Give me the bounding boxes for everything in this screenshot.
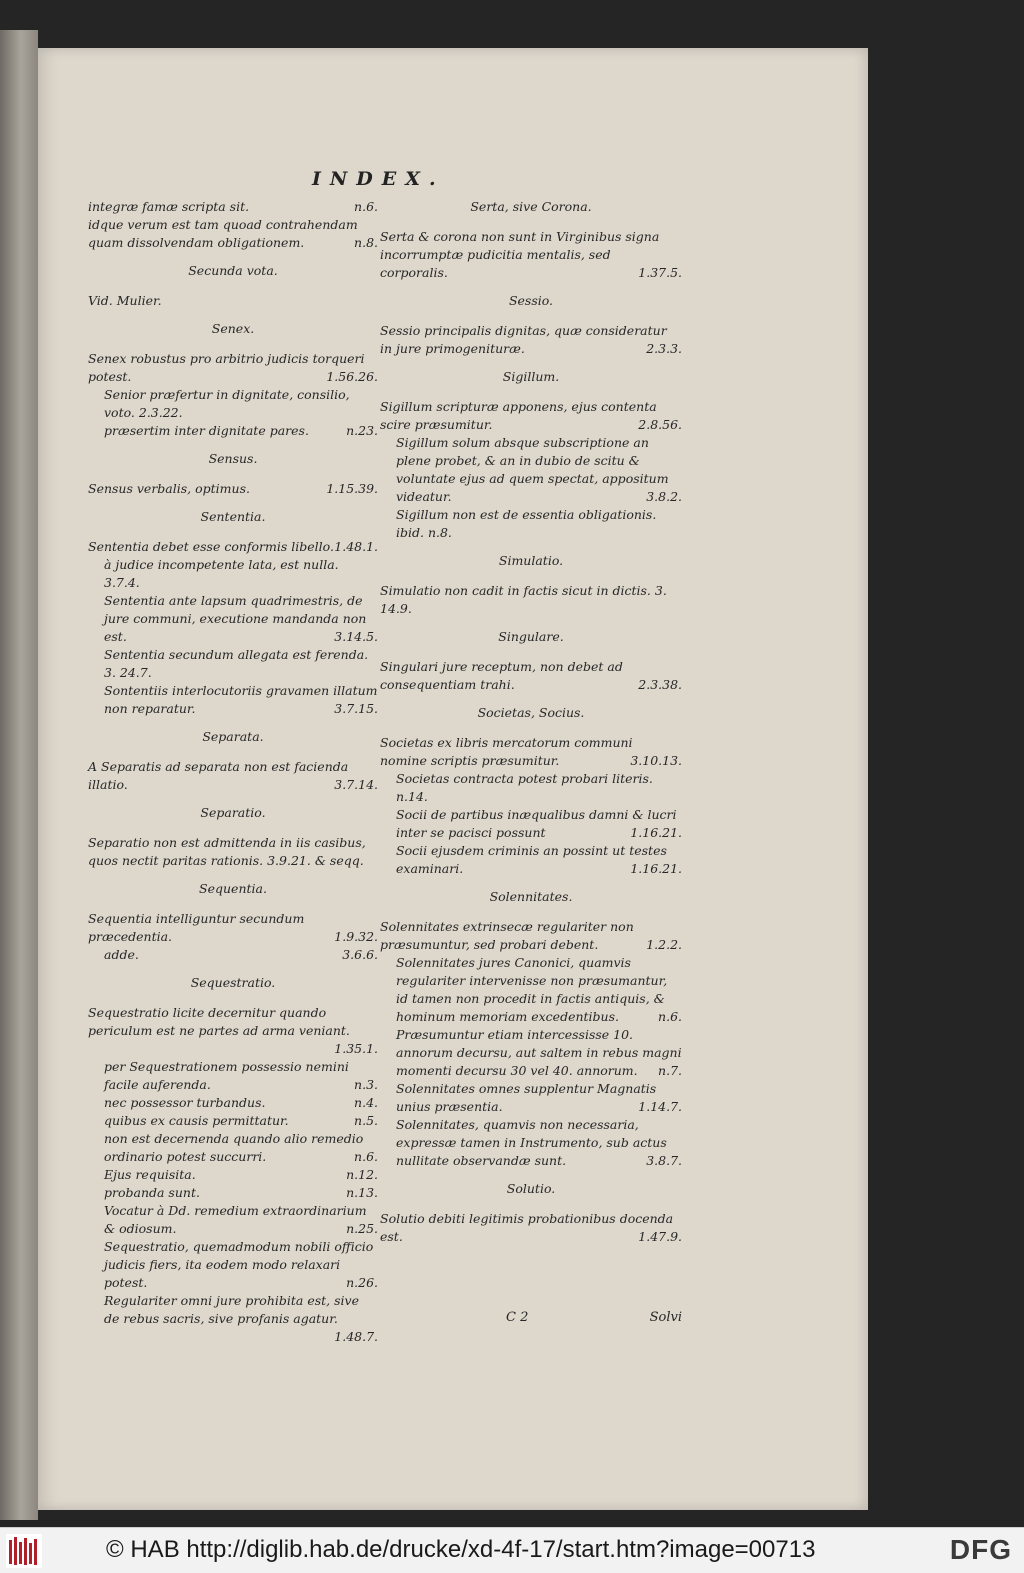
entry-text: Ejus requisita. <box>104 1167 196 1182</box>
entry-reference: 3.10.13. <box>630 753 682 768</box>
entry-reference: 3.6.6. <box>342 947 378 962</box>
entry-text: Sequestratio licite decernitur quando periculum est ne partes ad arma veniant. <box>88 1005 350 1038</box>
entry-text: per Sequestrationem possessio nemini facile auferenda. <box>104 1059 349 1092</box>
index-entry <box>88 538 378 556</box>
entry-text: Sessio principalis dignitas, quæ consideratur in jure primogenituræ. <box>380 323 667 356</box>
index-entry <box>88 1292 378 1346</box>
entry-text: Solennitates omnes supplentur Magnatis unius præsentia. <box>396 1081 657 1114</box>
entry-text: Sigillum solum absque subscriptione an plene probet, & an in dubio de scitu & voluntate ejus ad quem spectat, appositum videatur. <box>396 435 669 504</box>
entry-reference: 1.14.7. <box>638 1099 682 1114</box>
entry-text: Sigillum scripturæ apponens, ejus contenta scire præsumitur. <box>380 399 657 432</box>
entry-reference: 1.35.1. <box>334 1041 378 1056</box>
entry-text: probanda sunt. <box>104 1185 200 1200</box>
viewer-footer-bar <box>0 1527 1024 1573</box>
entry-text: Sigillum non est de essentia obligationis. ibid. n.8. <box>396 507 657 540</box>
entry-reference: n.7. <box>658 1063 682 1078</box>
entry-reference: 2.3.3. <box>646 341 682 356</box>
entry-text: Separatio non est admittenda in iis casibus, quos nectit paritas rationis. 3.9.21. & seqq. <box>88 835 366 868</box>
entry-reference: n.5. <box>354 1113 378 1128</box>
entry-reference: n.25. <box>346 1221 378 1236</box>
index-heading: Senex. <box>211 321 255 336</box>
page-header: INDEX. <box>312 168 445 190</box>
index-entry <box>380 1210 682 1246</box>
entry-text: Solutio debiti legitimis probationibus docenda est. <box>380 1211 674 1244</box>
entry-text: adde. <box>104 947 139 962</box>
index-entry <box>380 398 682 434</box>
entry-text: idque verum est tam quoad contrahendam quam dissolvendam obligationem. <box>88 217 358 250</box>
entry-text: Singulari jure receptum, non debet ad consequentiam trahi. <box>380 659 623 692</box>
entry-reference: 1.48.1. <box>334 539 378 554</box>
index-entry <box>380 770 682 806</box>
entry-reference: 2.3.38. <box>638 677 682 692</box>
entry-text: Vocatur à Dd. remedium extraordinarium & odiosum. <box>104 1203 367 1236</box>
index-heading: Societas, Socius. <box>477 705 585 720</box>
previous-page-edge <box>0 30 38 1520</box>
entry-text: integræ famæ scripta sit. <box>88 199 250 214</box>
entry-text: Socii ejusdem criminis an possint ut testes examinari. <box>396 843 667 876</box>
index-entry <box>88 1004 378 1058</box>
index-heading: Secunda vota. <box>188 263 278 278</box>
entry-reference: 2.8.56. <box>638 417 682 432</box>
entry-text: Vid. Mulier. <box>88 293 162 308</box>
entry-reference: n.3. <box>354 1077 378 1092</box>
entry-reference: 1.9.32. <box>334 929 378 944</box>
entry-reference: n.26. <box>346 1275 378 1290</box>
index-entry <box>88 1166 378 1184</box>
entry-text: Sequentia intelliguntur secundum præcedentia. <box>88 911 305 944</box>
index-entry <box>380 582 682 618</box>
entry-text: A Separatis ad separata non est facienda illatio. <box>88 759 349 792</box>
entry-text: Socii de partibus inæqualibus damni & lucri inter se pacisci possunt <box>396 807 677 840</box>
entry-text: Solennitates jures Canonici, quamvis regulariter intervenisse non præsumantur, id tamen non procedit in factis antiquis, & hominum memoriam excedentibus. <box>396 955 668 1024</box>
entry-reference: 1.56.26. <box>326 369 378 384</box>
index-heading: Sequestratio. <box>190 975 276 990</box>
entry-reference: 1.15.39. <box>326 481 378 496</box>
index-entry <box>88 758 378 794</box>
entry-text: Societas contracta potest probari literis. n.14. <box>396 771 653 804</box>
index-entry <box>380 734 682 770</box>
index-entry <box>88 946 378 964</box>
entry-reference: n.4. <box>354 1095 378 1110</box>
index-entry <box>88 1094 378 1112</box>
entry-reference: 3.7.15. <box>334 701 378 716</box>
index-column-left <box>88 198 378 1346</box>
index-entry <box>88 198 378 216</box>
index-heading: Sententia. <box>200 509 266 524</box>
index-entry <box>88 1058 378 1094</box>
entry-reference: 1.16.21. <box>630 861 682 876</box>
entry-text: à judice incompetente lata, est nulla. 3.7.4. <box>104 557 339 590</box>
entry-reference: 1.2.2. <box>646 937 682 952</box>
index-heading: Separatio. <box>200 805 266 820</box>
index-entry <box>88 480 378 498</box>
index-entry <box>88 682 378 718</box>
index-entry <box>88 1184 378 1202</box>
entry-reference: n.6. <box>658 1009 682 1024</box>
entry-reference: 3.8.2. <box>646 489 682 504</box>
index-entry <box>88 556 378 592</box>
index-heading: Sessio. <box>508 293 554 308</box>
index-entry <box>380 842 682 878</box>
entry-text: Senior præfertur in dignitate, consilio, voto. 2.3.22. <box>104 387 350 420</box>
index-entry <box>88 1112 378 1130</box>
entry-text: Serta & corona non sunt in Virginibus signa incorrumptæ pudicitia mentalis, sed corporalis. <box>380 229 660 280</box>
entry-reference: n.6. <box>354 199 378 214</box>
index-entry <box>88 1130 378 1166</box>
entry-text: Simulatio non cadit in factis sicut in dictis. 3. 14.9. <box>380 583 667 616</box>
index-entry <box>88 834 378 870</box>
index-heading: Sensus. <box>208 451 258 466</box>
entry-text: Præsumuntur etiam intercessisse 10. annorum decursu, aut saltem in rebus magni momenti decursu 30 vel 40. annorum. <box>396 1027 682 1078</box>
index-heading: Solutio. <box>506 1181 556 1196</box>
entry-reference: n.8. <box>354 235 378 250</box>
entry-reference: n.12. <box>346 1167 378 1182</box>
index-entry <box>380 1026 682 1080</box>
entry-text: Sontentiis interlocutoriis gravamen illatum non reparatur. <box>104 683 378 716</box>
index-entry <box>380 506 682 542</box>
entry-reference: 3.8.7. <box>646 1153 682 1168</box>
dfg-logo: DFG <box>949 1534 1012 1565</box>
entry-text: quibus ex causis permittatur. <box>104 1113 289 1128</box>
entry-text: Sensus verbalis, optimus. <box>88 481 250 496</box>
index-entry <box>88 350 378 386</box>
index-entry <box>380 228 682 282</box>
index-heading: Sequentia. <box>199 881 267 896</box>
entry-text: Sequestratio, quemadmodum nobili officio judicis fiers, ita eodem modo relaxari potest. <box>104 1239 374 1290</box>
index-entry <box>88 422 378 440</box>
index-entry <box>88 592 378 646</box>
entry-reference: n.13. <box>346 1185 378 1200</box>
entry-reference: 3.7.14. <box>334 777 378 792</box>
entry-text: Solennitates, quamvis non necessaria, expressæ tamen in Instrumento, sub actus nullitate observandæ sunt. <box>396 1117 667 1168</box>
index-heading: Solennitates. <box>489 889 573 904</box>
entry-text: Societas ex libris mercatorum communi nomine scriptis præsumitur. <box>380 735 633 768</box>
index-entry <box>88 292 378 310</box>
index-column-right <box>380 188 682 1246</box>
index-entry <box>88 216 378 252</box>
entry-reference: 1.47.9. <box>638 1229 682 1244</box>
copyright-link[interactable]: © HAB http://diglib.hab.de/drucke/xd-4f-17/start.htm?image=00713 <box>106 1536 816 1563</box>
index-entry <box>380 1116 682 1170</box>
entry-reference: 1.48.7. <box>334 1329 378 1344</box>
index-heading: Simulatio. <box>498 553 564 568</box>
entry-text: Senex robustus pro arbitrio judicis torqueri potest. <box>88 351 365 384</box>
entry-reference: n.23. <box>346 423 378 438</box>
entry-text: nec possessor turbandus. <box>104 1095 266 1110</box>
entry-reference: n.6. <box>354 1149 378 1164</box>
index-heading: Separata. <box>202 729 264 744</box>
entry-text: Sententia ante lapsum quadrimestris, de jure communi, executione mandanda non est. <box>104 593 367 644</box>
index-entry <box>88 386 378 422</box>
signature-mark: C 2 <box>506 1310 529 1325</box>
index-entry <box>380 806 682 842</box>
index-entry <box>88 910 378 946</box>
index-heading: Serta, sive Corona. <box>470 199 592 214</box>
entry-text: non est decernenda quando alio remedio ordinario potest succurri. <box>104 1131 364 1164</box>
index-entry <box>88 646 378 682</box>
entry-text: Sententia secundum allegata est ferenda. 3. 24.7. <box>104 647 369 680</box>
entry-text: Sententia debet esse conformis libello. <box>88 539 334 554</box>
entry-reference: 1.16.21. <box>630 825 682 840</box>
catchword: Solvi <box>649 1310 682 1325</box>
hab-logo-icon <box>6 1534 42 1568</box>
index-entry <box>380 658 682 694</box>
entry-reference: 1.37.5. <box>638 265 682 280</box>
index-entry <box>380 434 682 506</box>
entry-text: præsertim inter dignitate pares. <box>104 423 309 438</box>
index-entry <box>88 1202 378 1238</box>
entry-text: Regulariter omni jure prohibita est, sive de rebus sacris, sive profanis agatur. <box>104 1293 359 1326</box>
index-heading: Singulare. <box>498 629 564 644</box>
index-entry <box>380 1080 682 1116</box>
index-entry <box>380 322 682 358</box>
index-heading: Sigillum. <box>502 369 560 384</box>
index-entry <box>380 954 682 1026</box>
entry-text: Solennitates extrinsecæ regulariter non præsumuntur, sed probari debent. <box>380 919 634 952</box>
index-entry <box>88 1238 378 1292</box>
entry-reference: 3.14.5. <box>334 629 378 644</box>
index-entry <box>380 918 682 954</box>
